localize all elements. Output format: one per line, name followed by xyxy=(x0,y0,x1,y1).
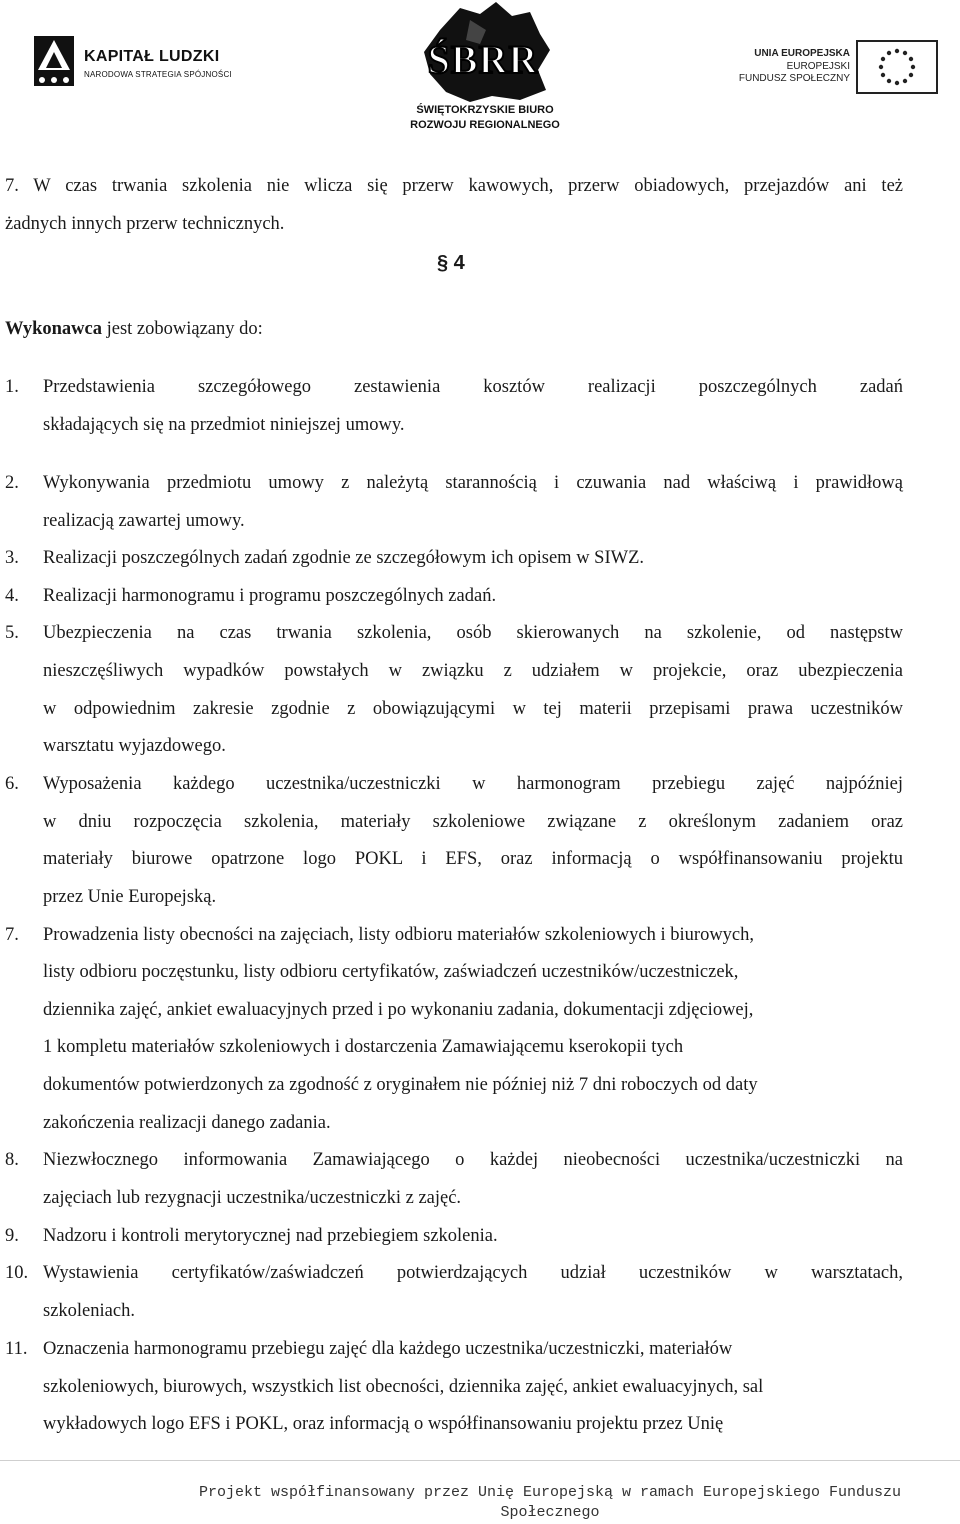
list-item-line: zajęciach lub rezygnacji uczestnika/uczestniczki z zajęć. xyxy=(43,1188,462,1208)
list-item-line: Niezwłocznego informowania Zamawiającego o każdej nieobecności uczestnika/uczestniczki na xyxy=(43,1150,903,1170)
kapital-ludzki-emblem-icon xyxy=(28,30,82,92)
prev-item7-line1: 7. W czas trwania szkolenia nie wlicza się przerw kawowych, przerw obiadowych, przejazdów ani też xyxy=(5,176,903,196)
prev-item7-line2: żadnych innych przerw technicznych. xyxy=(5,214,285,234)
kapital-ludzki-title: KAPITAŁ LUDZKI xyxy=(84,48,220,65)
list-item-line: nieszczęśliwych wypadków powstałych w związku z udziałem w projekcie, oraz ubezpieczenia xyxy=(43,661,903,681)
eu-efs-logo xyxy=(738,40,938,96)
list-item-line: w dniu rozpoczęcia szkolenia, materiały szkoleniowe związane z określonym zadaniem oraz xyxy=(43,812,903,832)
list-item-line: Wykonywania przedmiotu umowy z należytą starannością i czuwania nad właściwą i prawidłową xyxy=(43,473,903,493)
list-item-number: 10. xyxy=(5,1263,29,1283)
list-item-line: warsztatu wyjazdowego. xyxy=(43,736,226,756)
list-item-number: 6. xyxy=(5,774,19,794)
eu-flag-icon xyxy=(856,40,938,94)
list-item-line: zakończenia realizacji danego zadania. xyxy=(43,1113,331,1133)
list-item-line: składających się na przedmiot niniejszej umowy. xyxy=(43,415,405,435)
sbrr-name-line1: ŚWIĘTOKRZYSKIE BIURO xyxy=(416,104,554,116)
list-item-line: Przedstawienia szczegółowego zestawienia kosztów realizacji poszczególnych zadań xyxy=(43,377,903,397)
footer-text-line1: Projekt współfinansowany przez Unię Europejską w ramach Europejskiego Funduszu xyxy=(198,1484,902,1501)
footer-text-line2: Społecznego xyxy=(500,1504,600,1521)
section-heading: § 4 xyxy=(437,252,465,274)
list-item-number: 11. xyxy=(5,1339,28,1359)
list-item-number: 2. xyxy=(5,473,19,493)
list-item-line: Realizacji harmonogramu i programu poszczególnych zadań. xyxy=(43,586,497,606)
list-item-line: 1 kompletu materiałów szkoleniowych i dostarczenia Zamawiającemu kserokopii tych xyxy=(43,1037,684,1057)
list-item-line: Ubezpieczenia na czas trwania szkolenia, osób skierowanych na szkolenie, od następstw xyxy=(43,623,903,643)
list-item-number: 1. xyxy=(5,377,19,397)
list-item-line: Wystawienia certyfikatów/zaświadczeń potwierdzających udział uczestników w warsztatach, xyxy=(43,1263,903,1283)
list-item-line: wykładowych logo EFS i POKL, oraz informacją o współfinansowaniu projektu przez Unię xyxy=(43,1414,724,1434)
list-item-line: szkoleniowych, biurowych, wszystkich list obecności, dziennika zajęć, ankiet ewaluacyjnych, sal xyxy=(43,1377,764,1397)
footer-divider xyxy=(0,1460,960,1461)
list-item-line: Oznaczenia harmonogramu przebiegu zajęć dla każdego uczestnika/uczestniczki, materiałów xyxy=(43,1339,733,1359)
list-item-line: realizacją zawartej umowy. xyxy=(43,511,245,531)
list-item-line: listy odbioru poczęstunku, listy odbioru certyfikatów, zaświadczeń uczestników/uczestniczek, xyxy=(43,962,739,982)
eu-logo-line2: EUROPEJSKI xyxy=(786,61,850,72)
sbrr-logo xyxy=(400,0,570,132)
eu-logo-line3: FUNDUSZ SPOŁECZNY xyxy=(738,73,850,84)
intro-sentence xyxy=(5,318,263,340)
list-item-number: 7. xyxy=(5,925,19,945)
list-item-line: Wyposażenia każdego uczestnika/uczestniczki w harmonogram przebiegu zajęć najpóźniej xyxy=(43,774,903,794)
list-item-line: dokumentów potwierdzonych za zgodność z oryginałem nie później niż 7 dni roboczych od daty xyxy=(43,1075,758,1095)
list-item-line: Realizacji poszczególnych zadań zgodnie ze szczegółowym ich opisem w SIWZ. xyxy=(43,548,645,568)
eu-logo-line1: UNIA EUROPEJSKA xyxy=(754,48,850,59)
list-item-number: 3. xyxy=(5,548,19,568)
sbrr-wordmark: ŚBRR xyxy=(427,37,539,82)
kapital-ludzki-logo xyxy=(28,30,232,92)
list-item-line: materiały biurowe opatrzone logo POKL i EFS, oraz informacją o współfinansowaniu projektu xyxy=(43,849,903,869)
kapital-ludzki-subtitle: NARODOWA STRATEGIA SPÓJNOŚCI xyxy=(84,70,232,79)
list-item-line: Prowadzenia listy obecności na zajęciach, listy odbioru materiałów szkoleniowych i biurowych, xyxy=(43,925,755,945)
list-item-line: szkoleniach. xyxy=(43,1301,135,1321)
list-item-line: przez Unie Europejską. xyxy=(43,887,217,907)
page-header xyxy=(0,0,960,135)
list-item-number: 5. xyxy=(5,623,19,643)
list-item-line: Nadzoru i kontroli merytorycznej nad przebiegiem szkolenia. xyxy=(43,1226,498,1246)
list-item-number: 9. xyxy=(5,1226,19,1246)
intro-bold-word: Wykonawca xyxy=(5,319,102,339)
intro-rest: jest zobowiązany do: xyxy=(101,319,263,339)
list-item-line: w odpowiednim zakresie zgodnie z obowiązującymi w tej materii przepisami prawa uczestników xyxy=(43,699,903,719)
list-item-number: 4. xyxy=(5,586,19,606)
list-item-number: 8. xyxy=(5,1150,19,1170)
sbrr-name-line2: ROZWOJU REGIONALNEGO xyxy=(410,119,560,131)
list-item-line: dziennika zajęć, ankiet ewaluacyjnych przed i po wykonaniu zadania, dokumentacji zdjęciowej, xyxy=(43,1000,754,1020)
